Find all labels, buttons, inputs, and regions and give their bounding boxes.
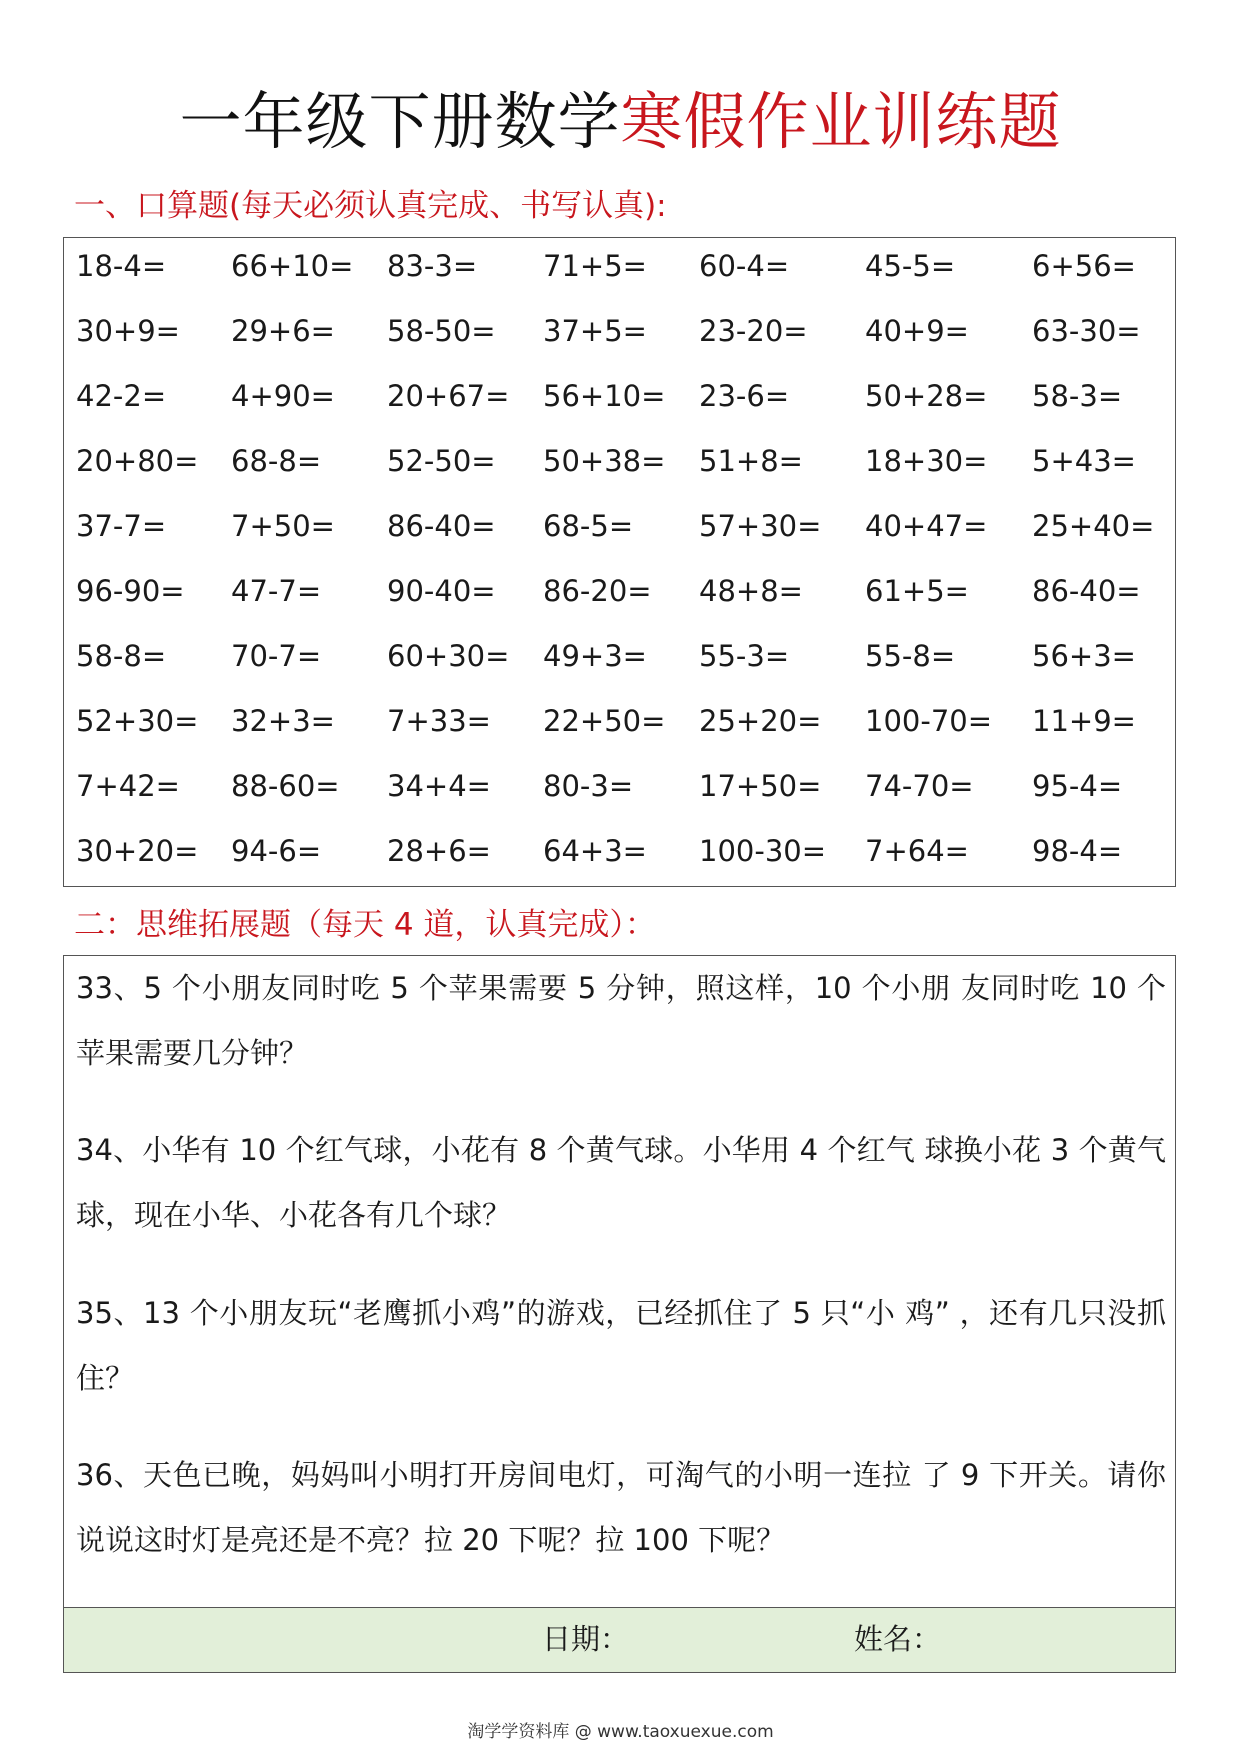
calc-problem: 50+38= [543,444,666,478]
calc-problem: 40+9= [865,314,969,348]
calc-problem: 74-70= [865,769,974,803]
calc-problem: 56+10= [543,379,666,413]
calc-problem: 55-3= [699,639,790,673]
page-title [0,80,1241,164]
mental-math-box [63,237,1176,887]
calc-problem: 45-5= [865,249,956,283]
calc-problem: 34+4= [387,769,491,803]
calc-problem: 96-90= [76,574,185,608]
calc-problem: 71+5= [543,249,647,283]
section2-heading: 二：思维拓展题（每天 4 道，认真完成）： [74,907,656,943]
calc-row [64,501,1175,551]
word-problem-35: 35、13 个小朋友玩“老鹰抓小鸡”的游戏，已经抓住了 5 只“小 鸡” ，还有几只没抓住？ [76,1296,1166,1395]
calc-problem: 23-20= [699,314,808,348]
calc-problem: 50+28= [865,379,988,413]
calc-problem: 51+8= [699,444,803,478]
calc-row [64,826,1175,876]
calc-problem: 61+5= [865,574,969,608]
calc-problem: 37-7= [76,509,167,543]
calc-problem: 66+10= [231,249,354,283]
calc-problem: 6+56= [1032,249,1136,283]
calc-problem: 100-30= [699,834,827,868]
calc-problem: 60+30= [387,639,510,673]
calc-problem: 86-40= [387,509,496,543]
calc-problem: 57+30= [699,509,822,543]
calc-problem: 29+6= [231,314,335,348]
calc-problem: 94-6= [231,834,322,868]
calc-problem: 52-50= [387,444,496,478]
calc-problem: 32+3= [231,704,335,738]
page-title-part2: 寒假作业训练题 [620,85,1062,158]
calc-problem: 7+42= [76,769,180,803]
calc-problem: 37+5= [543,314,647,348]
calc-problem: 64+3= [543,834,647,868]
word-problem-33: 33、5 个小朋友同时吃 5 个苹果需要 5 分钟，照这样，10 个小朋 友同时吃 10 个苹果需要几分钟？ [76,971,1166,1070]
calc-row [64,631,1175,681]
calc-problem: 52+30= [76,704,199,738]
calc-problem: 56+3= [1032,639,1136,673]
calc-problem: 4+90= [231,379,335,413]
calc-problem: 25+20= [699,704,822,738]
calc-problem: 83-3= [387,249,478,283]
word-problems-box [63,955,1176,1673]
calc-problem: 40+47= [865,509,988,543]
name-label: 姓名： [854,1622,942,1656]
calc-problem: 70-7= [231,639,322,673]
calc-row [64,241,1175,291]
calc-problem: 42-2= [76,379,167,413]
calc-problem: 28+6= [387,834,491,868]
calc-problem: 68-8= [231,444,322,478]
calc-problem: 22+50= [543,704,666,738]
calc-row [64,566,1175,616]
calc-row [64,306,1175,356]
calc-problem: 20+67= [387,379,510,413]
calc-problem: 20+80= [76,444,199,478]
signature-bar [64,1607,1175,1672]
calc-problem: 48+8= [699,574,803,608]
calc-problem: 11+9= [1032,704,1136,738]
section1-heading: 一、口算题(每天必须认真完成、书写认真): [74,188,667,224]
calc-problem: 86-20= [543,574,652,608]
calc-problem: 7+64= [865,834,969,868]
calc-problem: 5+43= [1032,444,1136,478]
calc-problem: 98-4= [1032,834,1123,868]
calc-problem: 88-60= [231,769,340,803]
calc-problem: 7+33= [387,704,491,738]
calc-row [64,761,1175,811]
calc-problem: 17+50= [699,769,822,803]
calc-problem: 55-8= [865,639,956,673]
calc-row [64,371,1175,421]
date-label: 日期： [542,1622,630,1656]
word-problem-34: 34、小华有 10 个红气球，小花有 8 个黄气球。小华用 4 个红气 球换小花 3 个黄气球，现在小华、小花各有几个球？ [76,1133,1166,1232]
calc-problem: 49+3= [543,639,647,673]
calc-problem: 25+40= [1032,509,1155,543]
calc-problem: 60-4= [699,249,790,283]
calc-problem: 95-4= [1032,769,1123,803]
calc-problem: 30+9= [76,314,180,348]
calc-problem: 7+50= [231,509,335,543]
calc-problem: 30+20= [76,834,199,868]
calc-problem: 23-6= [699,379,790,413]
calc-problem: 63-30= [1032,314,1141,348]
calc-problem: 100-70= [865,704,993,738]
watermark-text: 淘学学资料库 @ www.taoxuexue.com [467,1722,774,1742]
page-title-part1: 一年级下册数学 [179,85,621,158]
calc-problem: 18-4= [76,249,167,283]
calc-problem: 58-3= [1032,379,1123,413]
calc-problem: 18+30= [865,444,988,478]
calc-problem: 90-40= [387,574,496,608]
word-problem-36: 36、天色已晚，妈妈叫小明打开房间电灯，可淘气的小明一连拉 了 9 下开关。请你说说这时灯是亮还是不亮？拉 20 下呢？拉 100 下呢？ [76,1458,1166,1557]
calc-problem: 80-3= [543,769,634,803]
calc-problem: 58-50= [387,314,496,348]
calc-problem: 47-7= [231,574,322,608]
calc-problem: 68-5= [543,509,634,543]
calc-row [64,696,1175,746]
calc-problem: 58-8= [76,639,167,673]
calc-problem: 86-40= [1032,574,1141,608]
calc-row [64,436,1175,486]
